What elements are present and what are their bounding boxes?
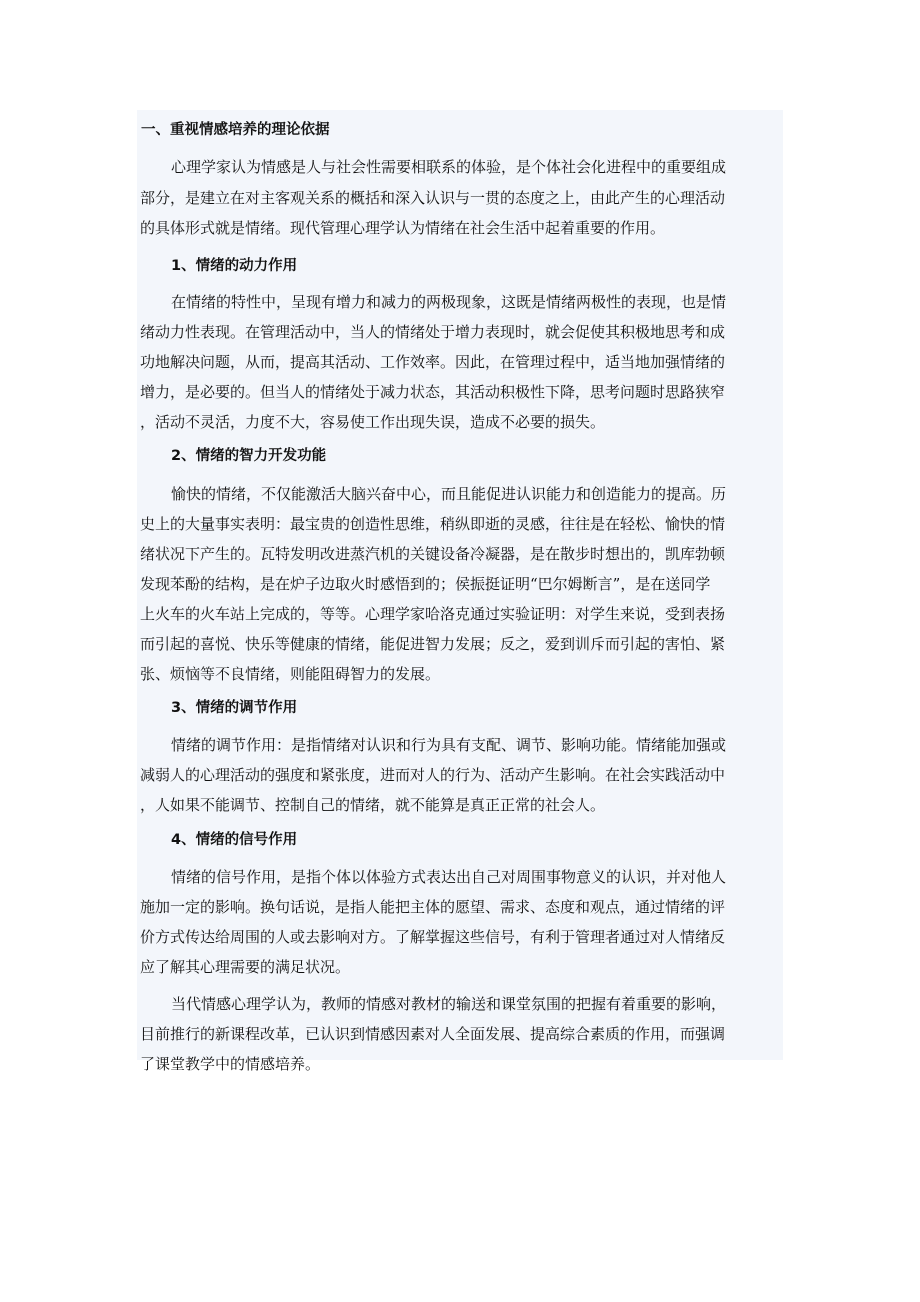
paragraph-line: 上火车的火车站上完成的，等等。心理学家哈洛克通过实验证明：对学生来说，受到表扬 — [140, 605, 726, 623]
closing-line: 目前推行的新课程改革，已认识到情感因素对人全面发展、提高综合素质的作用，而强调 — [140, 1025, 726, 1043]
paragraph-line: 减弱人的心理活动的强度和紧张度，进而对人的行为、活动产生影响。在社会实践活动中 — [140, 766, 726, 784]
article-body — [137, 110, 783, 1073]
paragraph-line: 功地解决问题，从而，提高其活动、工作效率。因此，在管理过程中，适当地加强情绪的 — [140, 353, 726, 371]
paragraph-line: ，活动不灵活，力度不大，容易使工作出现失误，造成不必要的损失。 — [140, 413, 606, 431]
section-heading-intelligence: 2、情绪的智力开发功能 — [171, 448, 327, 464]
closing-line: 了课堂教学中的情感培养。 — [140, 1055, 321, 1073]
closing-line: 当代情感心理学认为，教师的情感对教材的输送和课堂氛围的把握有着重要的影响， — [171, 995, 727, 1013]
paragraph-line: ，人如果不能调节、控制自己的情绪，就不能算是真正正常的社会人。 — [140, 796, 606, 814]
paragraph-line: 张、烦恼等不良情绪，则能阻碍智力的发展。 — [140, 665, 441, 683]
paragraph-line: 增力，是必要的。但当人的情绪处于减力状态，其活动积极性下降，思考问题时思路狭窄 — [140, 383, 726, 401]
intro-line: 的具体形式就是情绪。现代管理心理学认为情绪在社会生活中起着重要的作用。 — [140, 219, 666, 237]
paragraph-line: 发现苯酚的结构，是在炉子边取火时感悟到的；侯振挺证明“巴尔姆断言”，是在送同学 — [140, 575, 711, 593]
section-heading-regulation: 3、情绪的调节作用 — [171, 700, 298, 716]
paragraph-line: 而引起的喜悦、快乐等健康的情绪，能促进智力发展；反之，爱到训斥而引起的害怕、紧 — [140, 635, 726, 653]
paragraph-line: 史上的大量事实表明：最宝贵的创造性思维，稍纵即逝的灵感，往往是在轻松、愉快的情 — [140, 515, 726, 533]
article-title: 一、重视情感培养的理论依据 — [141, 122, 330, 138]
paragraph-line: 价方式传达给周围的人或去影响对方。了解掌握这些信号，有利于管理者通过对人情绪反 — [140, 928, 726, 946]
intro-line: 心理学家认为情感是人与社会性需要相联系的体验，是个体社会化进程中的重要组成 — [171, 158, 727, 176]
paragraph-line: 应了解其心理需要的满足状况。 — [140, 958, 351, 976]
paragraph-line: 绪状况下产生的。瓦特发明改进蒸汽机的关键设备冷凝器，是在散步时想出的，凯库勃顿 — [140, 545, 726, 563]
paragraph-line: 绪动力性表现。在管理活动中，当人的情绪处于增力表现时，就会促使其积极地思考和成 — [140, 323, 726, 341]
paragraph-line: 在情绪的特性中，呈现有增力和减力的两极现象，这既是情绪两极性的表现，也是情 — [171, 293, 727, 311]
section-heading-dynamic: 1、情绪的动力作用 — [171, 258, 298, 274]
paragraph-line: 情绪的调节作用：是指情绪对认识和行为具有支配、调节、影响功能。情绪能加强或 — [171, 736, 727, 754]
paragraph-line: 愉快的情绪，不仅能激活大脑兴奋中心，而且能促进认识能力和创造能力的提高。历 — [171, 485, 727, 503]
intro-line: 部分，是建立在对主客观关系的概括和深入认识与一贯的态度之上，由此产生的心理活动 — [140, 189, 726, 207]
paragraph-line: 施加一定的影响。换句话说，是指人能把主体的愿望、需求、态度和观点，通过情绪的评 — [140, 898, 726, 916]
section-heading-signal: 4、情绪的信号作用 — [171, 832, 298, 848]
paragraph-line: 情绪的信号作用，是指个体以体验方式表达出自己对周围事物意义的认识，并对他人 — [171, 868, 727, 886]
